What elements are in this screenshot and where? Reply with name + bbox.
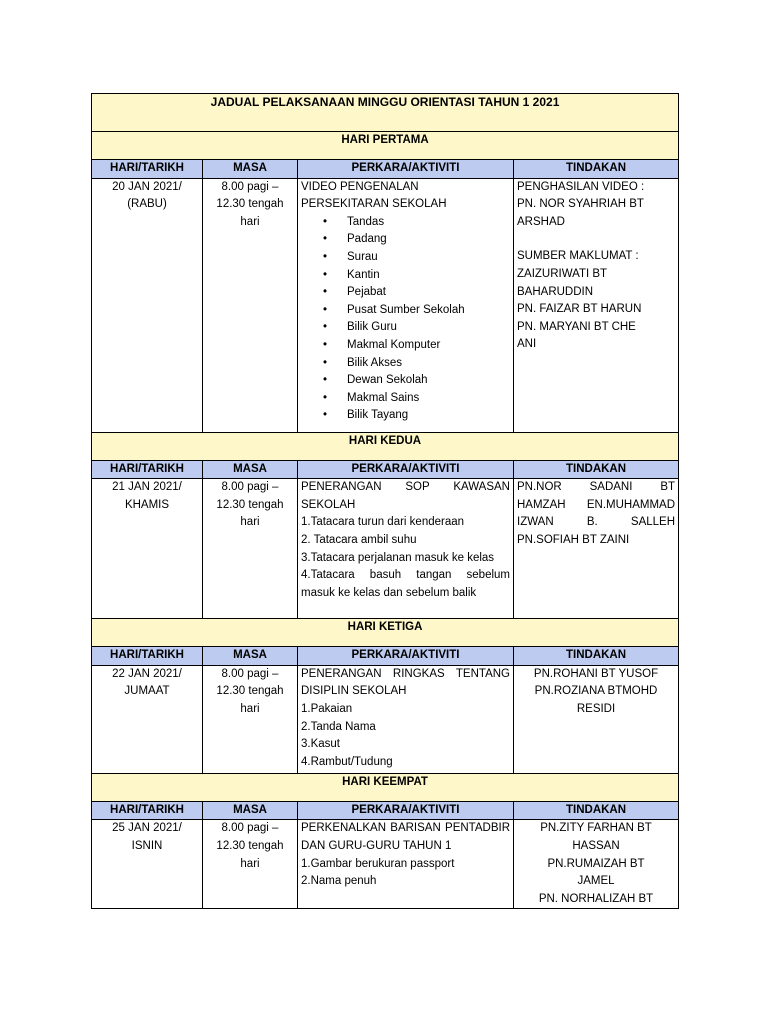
day-2-time: 8.00 pagi – 12.30 tengah hari (203, 479, 298, 619)
list-item: • Pejabat (347, 284, 510, 302)
day-4-activity: PERKENALKAN BARISAN PENTADBIR DAN GURU-GURU TAHUN 1 1.Gambar berukuran passport 2.Nama penuh (298, 820, 514, 909)
column-header-row (92, 160, 679, 179)
header-time: MASA (203, 801, 298, 820)
day-4-row (92, 820, 679, 909)
day-3-date: 22 JAN 2021/ JUMAAT (92, 665, 203, 773)
list-item: • Kantin (347, 267, 510, 285)
day-4-time: 8.00 pagi – 12.30 tengah hari (203, 820, 298, 909)
schedule-title: JADUAL PELAKSANAAN MINGGU ORIENTASI TAHUN 1 2021 (92, 94, 679, 132)
list-item: • Padang (347, 231, 510, 249)
day-3-time: 8.00 pagi – 12.30 tengah hari (203, 665, 298, 773)
list-item: • Makmal Sains (347, 390, 510, 408)
orientation-schedule-table (91, 93, 679, 909)
list-item: • Dewan Sekolah (347, 372, 510, 390)
day-3-row (92, 665, 679, 773)
list-item: • Pusat Sumber Sekolah (347, 302, 510, 320)
day-1-activity: VIDEO PENGENALAN PERSEKITARAN SEKOLAH • Tandas • Padang • Surau • Kantin • Pejabat • Pusat Sumber Sekolah • Bilik Guru • Makmal Komputer • Bilik Akses • Dewan Sekolah • Makmal Sains • Bilik Tayang (298, 178, 514, 432)
list-item: • Bilik Tayang (347, 407, 510, 425)
column-header-row (92, 460, 679, 479)
list-item: • Tandas (347, 214, 510, 232)
day-4-label: HARI KEEMPAT (92, 773, 679, 801)
header-activity: PERKARA/AKTIVITI (298, 160, 514, 179)
day-4-date: 25 JAN 2021/ ISNIN (92, 820, 203, 909)
header-time: MASA (203, 160, 298, 179)
day-4-action: PN.ZITY FARHAN BT HASSAN PN.RUMAIZAH BT JAMEL PN. NORHALIZAH BT (514, 820, 679, 909)
list-item: • Bilik Akses (347, 355, 510, 373)
day-3-label: HARI KETIGA (92, 619, 679, 647)
day-1-date: 20 JAN 2021/ (RABU) (92, 178, 203, 432)
header-activity: PERKARA/AKTIVITI (298, 647, 514, 666)
header-action: TINDAKAN (514, 801, 679, 820)
day-1-row (92, 178, 679, 432)
day-2-action: PN.NOR SADANI BT HAMZAH EN.MUHAMMAD IZWAN B. SALLEH PN.SOFIAH BT ZAINI (514, 479, 679, 619)
header-activity: PERKARA/AKTIVITI (298, 460, 514, 479)
column-header-row (92, 647, 679, 666)
day-2-date: 21 JAN 2021/ KHAMIS (92, 479, 203, 619)
header-date: HARI/TARIKH (92, 460, 203, 479)
day-2-activity: PENERANGAN SOP KAWASAN SEKOLAH 1.Tatacara turun dari kenderaan 2. Tatacara ambil suhu 3.Tatacara perjalanan masuk ke kelas 4.Tatacara basuh tangan sebelum masuk ke kelas dan sebelum balik (298, 479, 514, 619)
day-3-activity: PENERANGAN RINGKAS TENTANG DISIPLIN SEKOLAH 1.Pakaian 2.Tanda Nama 3.Kasut 4.Rambut/Tudung (298, 665, 514, 773)
header-date: HARI/TARIKH (92, 801, 203, 820)
header-action: TINDAKAN (514, 460, 679, 479)
header-date: HARI/TARIKH (92, 647, 203, 666)
day-2-label: HARI KEDUA (92, 432, 679, 460)
header-time: MASA (203, 647, 298, 666)
header-date: HARI/TARIKH (92, 160, 203, 179)
list-item: • Bilik Guru (347, 319, 510, 337)
day-1-label: HARI PERTAMA (92, 132, 679, 160)
header-time: MASA (203, 460, 298, 479)
day-1-time: 8.00 pagi – 12.30 tengah hari (203, 178, 298, 432)
day-1-action: PENGHASILAN VIDEO : PN. NOR SYAHRIAH BT ARSHAD SUMBER MAKLUMAT : ZAIZURIWATI BT BAHARUDDIN PN. FAIZAR BT HARUN PN. MARYANI BT CHE ANI (514, 178, 679, 432)
header-action: TINDAKAN (514, 647, 679, 666)
day-3-action: PN.ROHANI BT YUSOF PN.ROZIANA BTMOHD RESIDI (514, 665, 679, 773)
header-action: TINDAKAN (514, 160, 679, 179)
list-item: • Surau (347, 249, 510, 267)
location-list (301, 214, 510, 425)
list-item: • Makmal Komputer (347, 337, 510, 355)
day-2-row (92, 479, 679, 619)
column-header-row (92, 801, 679, 820)
header-activity: PERKARA/AKTIVITI (298, 801, 514, 820)
